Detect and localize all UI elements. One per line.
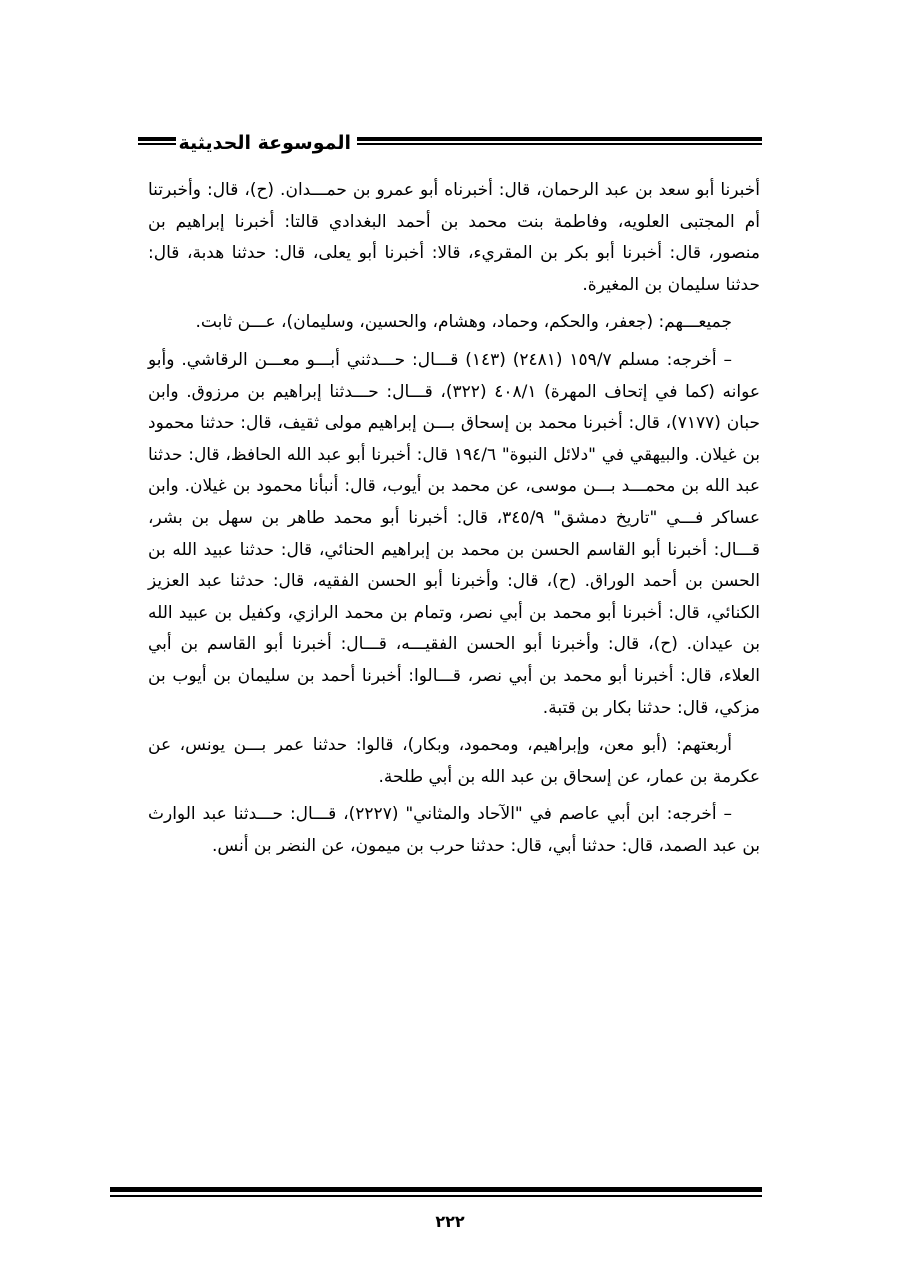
footer-rule: [110, 1187, 762, 1197]
page-body: [148, 175, 760, 868]
paragraph-summary-2: أربعتهم: (أبو معن، وإبراهيم، ومحمود، وبكار)، قالوا: حدثنا عمر بـــن يونس، عن عكرمة بن عمار، عن إسحاق بن عبد الله بن أبي طلحة.: [148, 735, 760, 787]
paragraph-takhrij-1: – أخرجه: مسلم ١٥٩/٧ (٢٤٨١) (١٤٣) قـــال: حـــدثني أبـــو معـــن الرقاشي. وأبو عوانه (كما في إتحاف المهرة) ٤٠٨/١ (٣٢٢)، قـــال: حـــدثنا إبراهيم بن مرزوق. وابن حبان (٧١٧٧)، قال: أخبرنا محمد بن إسحاق بـــن إبراهيم مولى ثقيف، قال: حدثنا محمود بن غيلان. والبيهقي في "دلائل النبوة" ١٩٤/٦ قال: أخبرنا أبو عبد الله الحافظ، قال: حدثنا عبد الله بن محمـــد بـــن موسى، عن محمد بن أيوب، قال: أنبأنا محمود بن غيلان. وابن عساكر فـــي "تاريخ دمشق" ٣٤٥/٩، قال: أخبرنا أبو محمد طاهر بن سهل بن بشر، قـــال: أخبرنا أبو القاسم الحسن بن محمد بن إبراهيم الحنائي، قال: حدثنا عبيد الله بن الحسن بن أحمد الوراق. (ح)، قال: وأخبرنا أبو الحسن الفقيه، قال: حدثنا عبد العزيز الكنائي، قال: أخبرنا أبو محمد بن أبي نصر، وتمام بن محمد الرازي، وكفيل بن عبيد الله بن عيدان. (ح)، قال: وأخبرنا أبو الحسن الفقيـــه، قـــال: أخبرنا أبو القاسم بن أبي العلاء، قال: أخبرنا أبو محمد بن أبي نصر، قـــالوا: أخبرنا أحمد بن سليمان بن أيوب بن مزكي، قال: حدثنا بكار بن قتبة.: [148, 349, 761, 718]
page-header: [138, 128, 762, 158]
paragraph-summary-1: جميعـــهم: (جعفر، والحكم، وحماد، وهشام، والحسين، وسليمان)، عـــن ثابت.: [195, 312, 732, 333]
page-number: ٢٢٢: [435, 1212, 465, 1231]
header-rule-right: [357, 137, 762, 149]
header-rule-left: [138, 137, 176, 149]
paragraph-takhrij-2: – أخرجه: ابن أبي عاصم في "الآحاد والمثاني" (٢٢٢٧)، قـــال: حـــدثنا عبد الوارث بن عبد الصمد، قال: حدثنا أبي، قال: حدثنا حرب بن ميمون، عن النضر بن أنس.: [148, 804, 760, 856]
running-header-title: الموسوعة الحديثية: [178, 132, 351, 154]
paragraph-chain-1: أخبرنا أبو سعد بن عبد الرحمان، قال: أخبرناه أبو عمرو بن حمـــدان. (ح)، قال: وأخبرتنا أم المجتبى العلويه، وفاطمة بنت محمد بن أحمد البغدادي قالتا: أخبرنا إبراهيم بن منصور، قال: أخبرنا أبو بكر بن المقريء، قالا: أخبرنا أبو يعلى، قال: حدثنا هدبة، قال: حدثنا سليمان بن المغيرة.: [148, 180, 760, 295]
